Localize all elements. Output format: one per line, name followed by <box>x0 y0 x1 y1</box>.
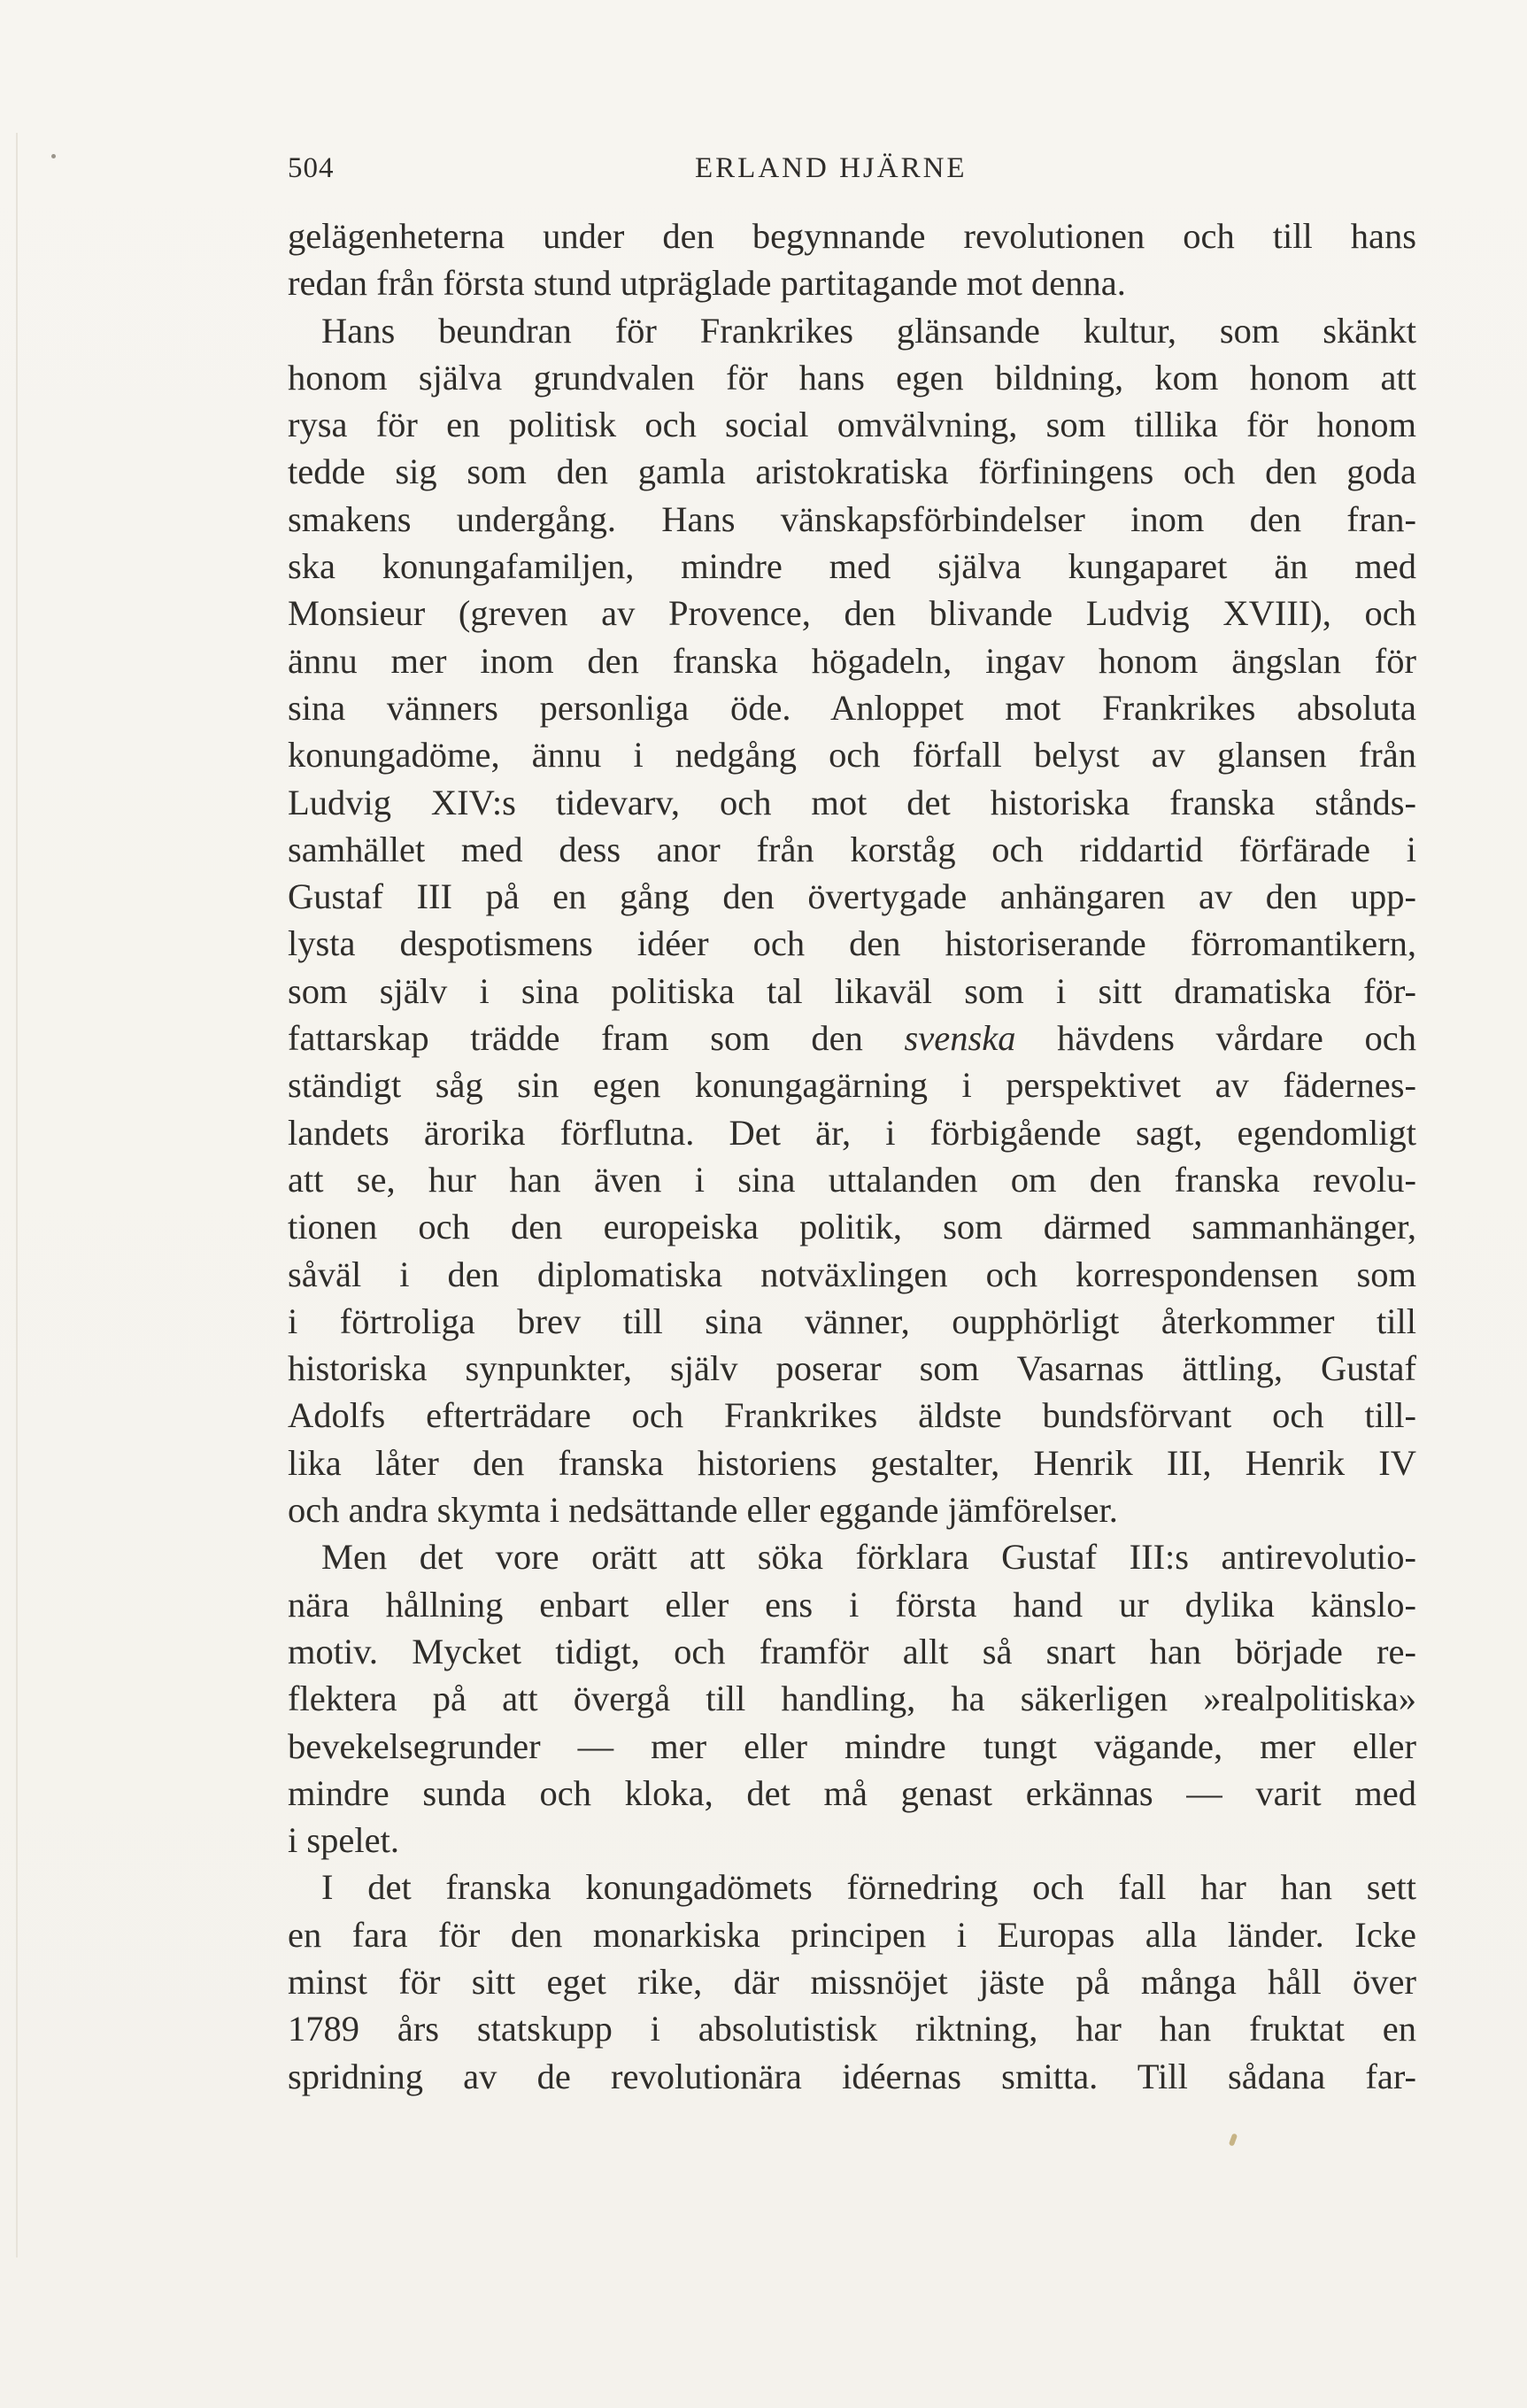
text-line: honom själva grundvalen för hans egen bildning, kom honom att <box>288 357 1416 397</box>
text-segment: fattarskap trädde fram som den <box>288 1018 905 1059</box>
text-line: samhället med dess anor från korståg och riddartid förfärade i <box>288 829 1416 869</box>
text-line: lysta despotismens idéer och den historiserande förromantikern, <box>288 923 1416 964</box>
margin-speck <box>51 154 56 158</box>
text-line: motiv. Mycket tidigt, och framför allt så snart han började re- <box>288 1631 1416 1671</box>
page-number: 504 <box>288 152 335 184</box>
text-line: 1789 års statskupp i absolutistisk riktning, har han fruktat en <box>288 2009 1416 2049</box>
text-line: i spelet. <box>288 1820 399 1861</box>
text-line: nära hållning enbart eller ens i första hand ur dylika känslo- <box>288 1584 1416 1625</box>
text-line: bevekelsegrunder — mer eller mindre tungt vägande, mer eller <box>288 1725 1416 1766</box>
text-line: Adolfs efterträdare och Frankrikes äldste bundsförvant och till- <box>288 1395 1416 1436</box>
text-line: gelägenheterna under den begynnande revolutionen och till hans <box>288 216 1416 256</box>
text-line: minst för sitt eget rike, där missnöjet jäste på många håll över <box>288 1961 1416 2002</box>
text-line: ständigt såg sin egen konungagärning i perspektivet av fädernes- <box>288 1065 1416 1106</box>
text-line: ska konungafamiljen, mindre med själva kungaparet än med <box>288 546 1416 587</box>
page-header <box>288 152 1403 188</box>
text-line: Monsieur (greven av Provence, den blivande Ludvig XVIII), och <box>288 593 1416 634</box>
text-line: konungadöme, ännu i nedgång och förfall belyst av glansen från <box>288 735 1416 776</box>
italic-word: svenska <box>904 1018 1016 1059</box>
text-line: som själv i sina politiska tal likaväl som i sitt dramatiska för- <box>288 970 1416 1011</box>
text-segment: hävdens vårdare och <box>1015 1018 1416 1059</box>
text-line: såväl i den diplomatiska notväxlingen och korrespondensen som <box>288 1254 1416 1294</box>
body-text <box>288 212 1416 2100</box>
text-line: Men det vore orätt att söka förklara Gustaf III:s antirevolutio- <box>321 1537 1416 1578</box>
text-line: rysa för en politisk och social omvälvning, som tillika för honom <box>288 405 1416 445</box>
text-line: tedde sig som den gamla aristokratiska förfiningens och den goda <box>288 452 1416 492</box>
text-line-mixed <box>288 1015 1416 1061</box>
text-line: tionen och den europeiska politik, som därmed sammanhänger, <box>288 1207 1416 1247</box>
text-line: mindre sunda och kloka, det må genast erkännas — varit med <box>288 1772 1416 1813</box>
text-line: spridning av de revolutionära idéernas smitta. Till sådana far- <box>288 2056 1416 2096</box>
text-line: Ludvig XIV:s tidevarv, och mot det historiska franska stånds- <box>288 782 1416 822</box>
text-line: och andra skymta i nedsättande eller eggande jämförelser. <box>288 1490 1118 1531</box>
text-line: redan från första stund utpräglade partitagande mot denna. <box>288 263 1126 304</box>
text-line: Hans beundran för Frankrikes glänsande kultur, som skänkt <box>321 310 1416 351</box>
text-line: lika låter den franska historiens gestalter, Henrik III, Henrik IV <box>288 1442 1416 1483</box>
text-line: att se, hur han även i sina uttalanden om den franska revolu- <box>288 1159 1416 1200</box>
text-line: flektera på att övergå till handling, ha säkerligen »realpolitiska» <box>288 1679 1416 1719</box>
text-line: ännu mer inom den franska högadeln, ingav honom ängslan för <box>288 640 1416 681</box>
text-line: landets ärorika förflutna. Det är, i förbigående sagt, egendomligt <box>288 1112 1416 1153</box>
text-line: Gustaf III på en gång den övertygade anhängaren av den upp- <box>288 876 1416 917</box>
ink-speck <box>1229 2133 1238 2146</box>
text-line: smakens undergång. Hans vänskapsförbindelser inom den fran- <box>288 498 1416 539</box>
text-line: historiska synpunkter, själv poserar som Vasarnas ättling, Gustaf <box>288 1348 1416 1389</box>
text-line: en fara för den monarkiska principen i Europas alla länder. Icke <box>288 1914 1416 1955</box>
text-line: I det franska konungadömets förnedring och fall har han sett <box>321 1867 1416 1908</box>
text-line: i förtroliga brev till sina vänner, oupphörligt återkommer till <box>288 1300 1416 1341</box>
running-head: ERLAND HJÄRNE <box>695 152 968 184</box>
text-line: sina vänners personliga öde. Anloppet mot Frankrikes absoluta <box>288 687 1416 728</box>
scan-edge-shadow <box>16 133 18 2258</box>
